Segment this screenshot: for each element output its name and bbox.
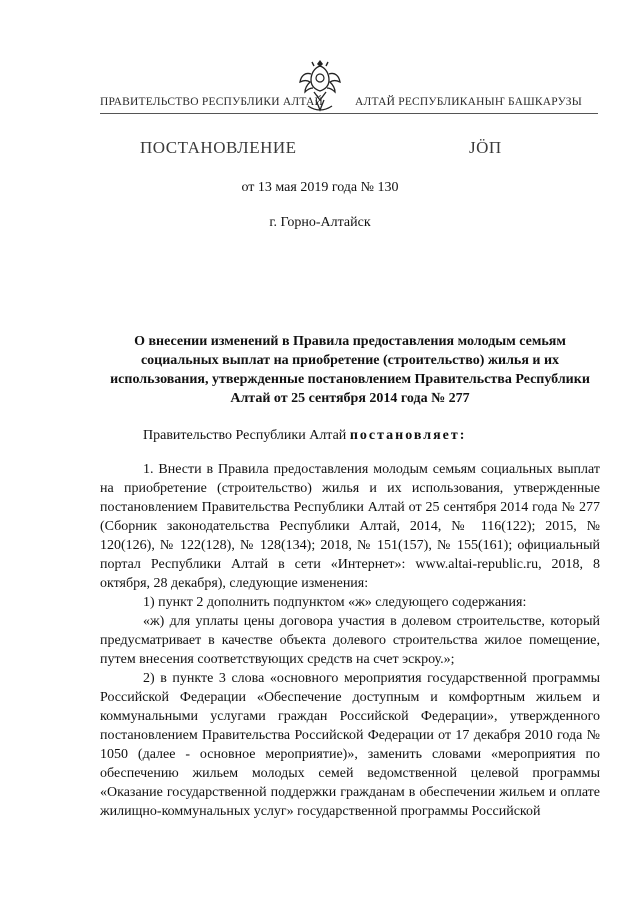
paragraph-3: «ж) для уплаты цены договора участия в долевом строительстве, который предусматривает в качестве объекта долевого строительства жилое помещение, путем внесения соответствующих средств на счет эскроу.»; [100, 614, 600, 667]
paragraph-2: 1) пункт 2 дополнить подпунктом «ж» следующего содержания: [143, 595, 527, 610]
doc-type-russian: ПОСТАНОВЛЕНИЕ [140, 138, 297, 157]
paragraph-1: 1. Внести в Правила предоставления молодым семьям социальных выплат на приобретение (строительство) жилья и их использования, утвержденные постановлением Правительства Республики Алтай от 25 сентября 2014 года № 277 (Сборник законодательства Республики Алтай, 2014, № 116(122); 2015, № 120(126), № 122(128), № 128(134); 2018, № 151(157), № 155(161); официальный портал Республики Алтай в сети «Интернет»: www.altai-republic.ru, 2018, 8 октября, 28 декабря), следующие изменения: [100, 462, 600, 591]
header-left-text: ПРАВИТЕЛЬСТВО РЕСПУБЛИКИ АЛТАЙ [100, 96, 324, 108]
header-right-text: АЛТАЙ РЕСПУБЛИКАНЫҤ БАШКАРУЗЫ [355, 96, 582, 108]
preamble-prefix: Правительство Республики Алтай [143, 428, 350, 443]
document-title: О внесении изменений в Правила предоставления молодым семьям социальных выплат на приобретение (строительство) жилья и их использования, утвержденные постановлением Правительства Республики Алтай от 25 сентября 2014 года № 277 [110, 334, 590, 406]
preamble-emphasis: постановляет: [349, 428, 467, 443]
doc-type-altai: ЈÖП [469, 138, 502, 157]
header-divider [100, 113, 598, 114]
preamble [143, 428, 466, 444]
document-date: от 13 мая 2019 года № 130 [241, 180, 399, 195]
document-body [100, 460, 600, 821]
paragraph-4: 2) в пункте 3 слова «основного мероприятия государственной программы Российской Федерации «Обеспечение доступным и комфортным жильем и коммунальными услугами граждан Российской Федерации», утвержденного постановлением Правительства Российской Федерации от 17 декабря 2010 года № 1050 (далее - основное мероприятие)», заменить словами «мероприятия по обеспечению жильем молодых семей ведомственной целевой программы «Оказание государственной поддержки гражданам в обеспечении жильем и оплате жилищно-коммунальных услуг» государственной программы Российской [100, 671, 600, 819]
document-city: г. Горно-Алтайск [269, 215, 371, 230]
